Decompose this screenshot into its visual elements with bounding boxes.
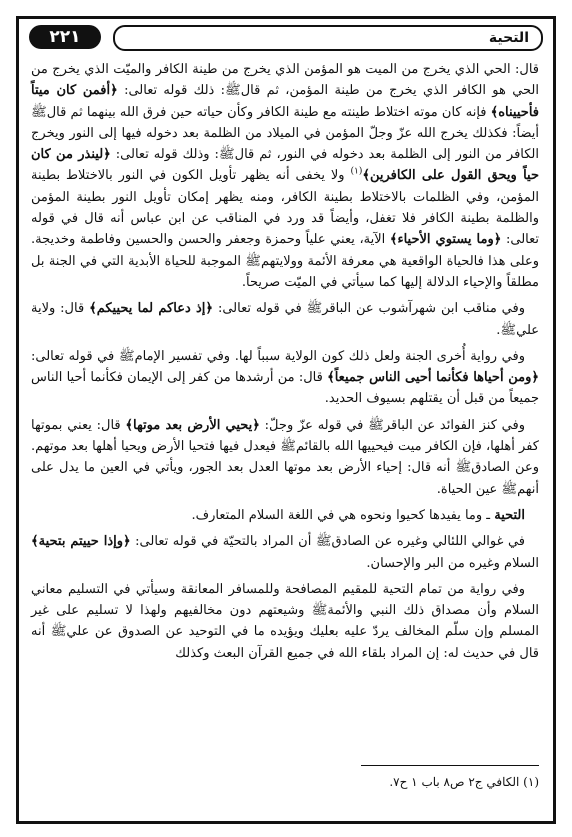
text-run: وفي رواية أُخرى الجنة ولعل ذلك كون الولاية سبباً لها. وفي تفسير الإمامﷺ في قوله تعالى: xyxy=(31,348,525,364)
body-text xyxy=(31,59,539,664)
text-run: فإنه كان موته اختلاط طينته مع طينة الكافر وكأن حياته حين فرق الله بينهما ثم قالﷺ أيضاً: فكذلك يخرج الله عزّ وجلّ المؤمن في الميلاد من الظلمة بعد دخوله فيها إلى النور ويخرج الكافر من النور إلى الظلمة بعد دخوله في النور، ثم قالﷺ: وذلك قوله تعالى: xyxy=(31,104,539,163)
text-run: قال: الحي الذي يخرج من الميت هو المؤمن الذي يخرج من طينة الكافر والميّت الذي يخرج من الحي هو الكافر الذي يخرج من طينة المؤمن، ثم قالﷺ: ذلك قوله تعالى: xyxy=(31,62,540,99)
quoted-verse: ﴿ومن أحياها فكأنما أحيى الناس جميعاً﴾ xyxy=(327,370,539,386)
quoted-verse: ﴿وإذا حييتم بتحية﴾ xyxy=(31,534,131,550)
quoted-verse: ﴿لينذر من كان حياً ويحق القول على الكافرين﴾ xyxy=(31,147,540,184)
paragraph xyxy=(31,505,539,526)
text-run: وفي كنز الفوائد عن الباقرﷺ في قوله عزّ وجلّ: xyxy=(259,417,525,433)
quoted-verse: ﴿يحيي الأرض بعد موتها﴾ xyxy=(125,417,260,433)
paragraph xyxy=(31,298,539,341)
text-run: ولا يخفى أنه يظهر تأويل الكون في النور بالاختلاط بطينة المؤمن، وفي الظلمات بالاختلاط بطينة الكافر، ومنه يظهر إمكان تأويل النور بطينة المؤمن والظلمة بطينة الكافر فلا تغفل، وأيضاً قد ورد في المناقب عن ابن عباس أنه قال في قوله تعالى: xyxy=(31,168,539,248)
paragraph xyxy=(31,346,539,410)
page-frame xyxy=(16,16,556,824)
paragraph xyxy=(31,531,539,574)
page-header xyxy=(29,25,543,51)
text-run: السلام وغيره من البر والإحسان. xyxy=(366,555,539,571)
text-run: وفي رواية من تمام التحية للمقيم المصافحة وللمسافر المعانقة وسيأتي في التسليم معاني السلام وأن مصداق ذلك النبي والأئمةﷺ وشيعتهم دون مخالفيهم ولهذا لا تسليم على غير المسلم وإن سلّم المخالف يردّ عليه بعليك ويؤيده ما في التوحيد عن الصدوق عن عليﷺ أنه قال في حديث له: إن المراد بلقاء الله في جميع القرآن البعث وكذلك xyxy=(31,581,539,661)
quoted-verse: التحية xyxy=(494,507,525,523)
footnote-divider xyxy=(361,765,539,766)
text-run: قال: يعني بموتها كفر أهلها، فإن الكافر ميت فيحييها الله بالقائمﷺ فيعدل فيها فتحيا الأرض ويحيا أهلها بعد موتهم. وعن الصادقﷺ أنه قال: إحياء الأرض بعد موتها العدل بعد الجور، ويأتي في العين ما يدل على أنهمﷺ عين الحياة. xyxy=(31,417,539,497)
text-run: وفي مناقب ابن شهرآشوب عن الباقرﷺ في قوله تعالى: xyxy=(213,301,526,317)
footnote: (١) الكافي ج٢ ص٨ باب ١ ح٧. xyxy=(389,775,539,789)
paragraph xyxy=(31,415,539,500)
paragraph xyxy=(31,59,539,293)
paragraph xyxy=(31,579,539,664)
text-run: قال: من أرشدها من كفر إلى الإيمان فكأنما أحيا الناس جميعاً من قبل أن يقتلهم بسيوف الحديد. xyxy=(31,370,539,407)
text-run: في غوالي اللئالي وغيره عن الصادقﷺ أن المراد بالتحيّة في قوله تعالى: xyxy=(130,534,526,550)
text-run: قال: ولاية عليﷺ. xyxy=(31,301,539,338)
quoted-verse: ﴿أفمن كان ميتاً فأحييناه﴾ xyxy=(31,83,539,120)
text-run: الآية، يعني علياً وحمزة وجعفر والحسن والحسين وفاطمة وخديجة. وعلى هذا فالحياة الواقعية هي معرفة الأئمة وولايتهمﷺ الموجبة للحياة الأبدية التي في الجنة بل مطلقاً والإحياء الدلالة إليها كما سيأتي في الميّت صريحاً. xyxy=(31,232,539,290)
page-number: ٢٢١ xyxy=(29,25,101,49)
running-title: التحية xyxy=(113,25,543,51)
footnote-ref: (١) xyxy=(350,167,363,178)
text-run: ـ وما يفيدها كحيوا ونحوه هي في اللغة السلام المتعارف. xyxy=(191,507,495,523)
quoted-verse: ﴿إذ دعاكم لما يحييكم﴾ xyxy=(89,301,214,317)
quoted-verse: ﴿وما يستوي الأحياء﴾ xyxy=(389,232,502,248)
